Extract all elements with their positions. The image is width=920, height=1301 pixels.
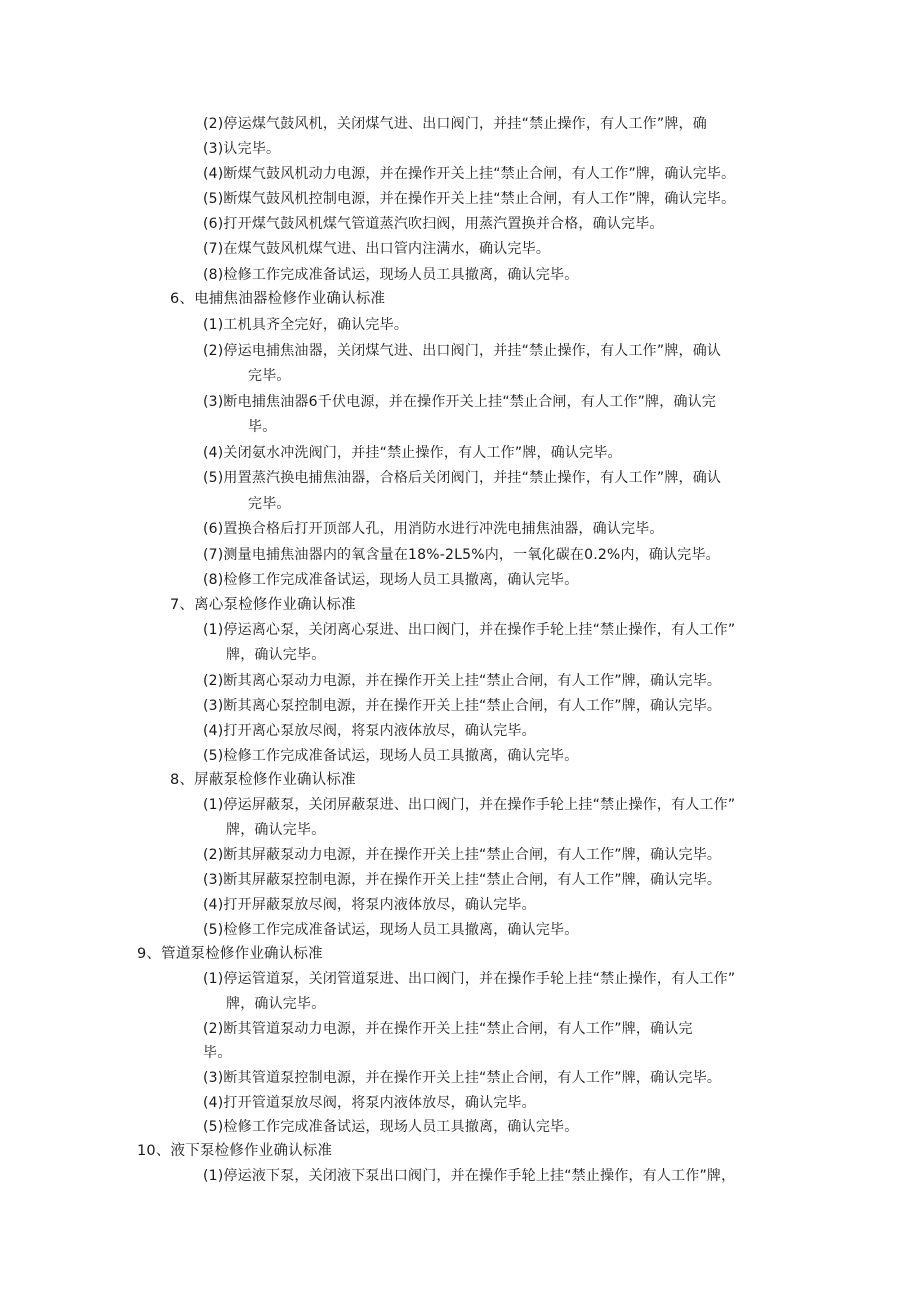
list-item: (2)断其屏蔽泵动力电源，并在操作开关上挂“禁止合闸，有人工作”牌，确认完毕。	[203, 847, 722, 863]
list-item: (4)断煤气鼓风机动力电源，并在操作开关上挂“禁止合闸，有人工作”牌，确认完毕。	[203, 166, 736, 182]
list-item: (1)工机具齐全完好，确认完毕。	[203, 317, 409, 333]
list-item: (1)停运管道泵，关闭管道泵进、出口阀门，并在操作手轮上挂“禁止操作，有人工作”	[203, 971, 736, 987]
list-item-continuation: 牌，确认完毕。	[226, 822, 326, 838]
list-item: (4)打开离心泵放尽阀，将泵内液体放尽，确认完毕。	[203, 723, 536, 739]
section-heading: 7、离心泵检修作业确认标准	[170, 597, 356, 613]
list-item: (3)断电捕焦油器6千伏电源，并在操作开关上挂“禁止合闸，有人工作”牌，确认完	[203, 394, 717, 410]
list-item: (8)检修工作完成准备试运，现场人员工具撤离，确认完毕。	[203, 572, 579, 588]
list-item-continuation: 完毕。	[248, 496, 291, 512]
section-heading: 10、液下泵检修作业确认标准	[137, 1143, 333, 1159]
list-item: (4)关闭氨水冲洗阀门，并挂“禁止操作，有人工作”牌，确认完毕。	[203, 445, 622, 461]
list-item: (8)检修工作完成准备试运，现场人员工具撤离，确认完毕。	[203, 267, 579, 283]
list-item: (5)检修工作完成准备试运，现场人员工具撤离，确认完毕。	[203, 922, 579, 938]
section-heading: 6、电捕焦油器检修作业确认标准	[170, 291, 386, 307]
list-item-continuation: 牌，确认完毕。	[226, 647, 326, 663]
list-item: (2)停运电捕焦油器，关闭煤气进、出口阀门，并挂“禁止操作，有人工作”牌，确认	[203, 343, 722, 359]
list-item: (3)断其管道泵控制电源，并在操作开关上挂“禁止合闸，有人工作”牌，确认完毕。	[203, 1070, 722, 1086]
section-heading: 9、管道泵检修作业确认标准	[137, 946, 323, 962]
list-item: (4)打开屏蔽泵放尽阀，将泵内液体放尽，确认完毕。	[203, 897, 536, 913]
list-item-continuation: 完毕。	[248, 368, 291, 384]
list-item: (6)置换合格后打开顶部人孔，用消防水进行冲洗电捕焦油器，确认完毕。	[203, 521, 664, 537]
list-item: (2)断其管道泵动力电源，并在操作开关上挂“禁止合闸，有人工作”牌，确认完	[203, 1021, 693, 1037]
list-item: (5)检修工作完成准备试运，现场人员工具撤离，确认完毕。	[203, 1119, 579, 1135]
list-item: (1)停运液下泵，关闭液下泵出口阀门，并在操作手轮上挂“禁止操作，有人工作”牌，	[203, 1168, 736, 1184]
list-item: (1)停运离心泵，关闭离心泵进、出口阀门，并在操作手轮上挂“禁止操作，有人工作”	[203, 622, 736, 638]
list-item: (3)断其离心泵控制电源，并在操作开关上挂“禁止合闸，有人工作”牌，确认完毕。	[203, 698, 722, 714]
list-item-continuation: 毕。	[203, 1045, 232, 1061]
list-item: (2)断其离心泵动力电源，并在操作开关上挂“禁止合闸，有人工作”牌，确认完毕。	[203, 673, 722, 689]
list-item: (3)断其屏蔽泵控制电源，并在操作开关上挂“禁止合闸，有人工作”牌，确认完毕。	[203, 872, 722, 888]
list-item: (6)打开煤气鼓风机煤气管道蒸汽吹扫阀，用蒸汽置换并合格，确认完毕。	[203, 216, 664, 232]
list-item: (7)测量电捕焦油器内的氧含量在18%-2L5%内，一氧化碳在0.2%内，确认完毕。	[203, 547, 720, 563]
list-item: (2)停运煤气鼓风机，关闭煤气进、出口阀门，并挂“禁止操作，有人工作”牌，确	[203, 116, 707, 132]
list-item: (1)停运屏蔽泵，关闭屏蔽泵进、出口阀门，并在操作手轮上挂“禁止操作，有人工作”	[203, 797, 736, 813]
list-item: (7)在煤气鼓风机煤气进、出口管内注满水，确认完毕。	[203, 241, 551, 257]
list-item-continuation: 毕。	[248, 419, 277, 435]
section-heading: 8、屏蔽泵检修作业确认标准	[170, 772, 356, 788]
list-item-continuation: 牌，确认完毕。	[226, 996, 326, 1012]
list-item: (4)打开管道泵放尽阀，将泵内液体放尽，确认完毕。	[203, 1095, 536, 1111]
list-item: (5)断煤气鼓风机控制电源，并在操作开关上挂“禁止合闸，有人工作”牌，确认完毕。	[203, 191, 736, 207]
list-item: (5)用置蒸汽换电捕焦油器，合格后关闭阀门，并挂“禁止操作，有人工作”牌，确认	[203, 470, 722, 486]
list-item: (3)认完毕。	[203, 141, 281, 157]
list-item: (5)检修工作完成准备试运，现场人员工具撤离，确认完毕。	[203, 748, 579, 764]
